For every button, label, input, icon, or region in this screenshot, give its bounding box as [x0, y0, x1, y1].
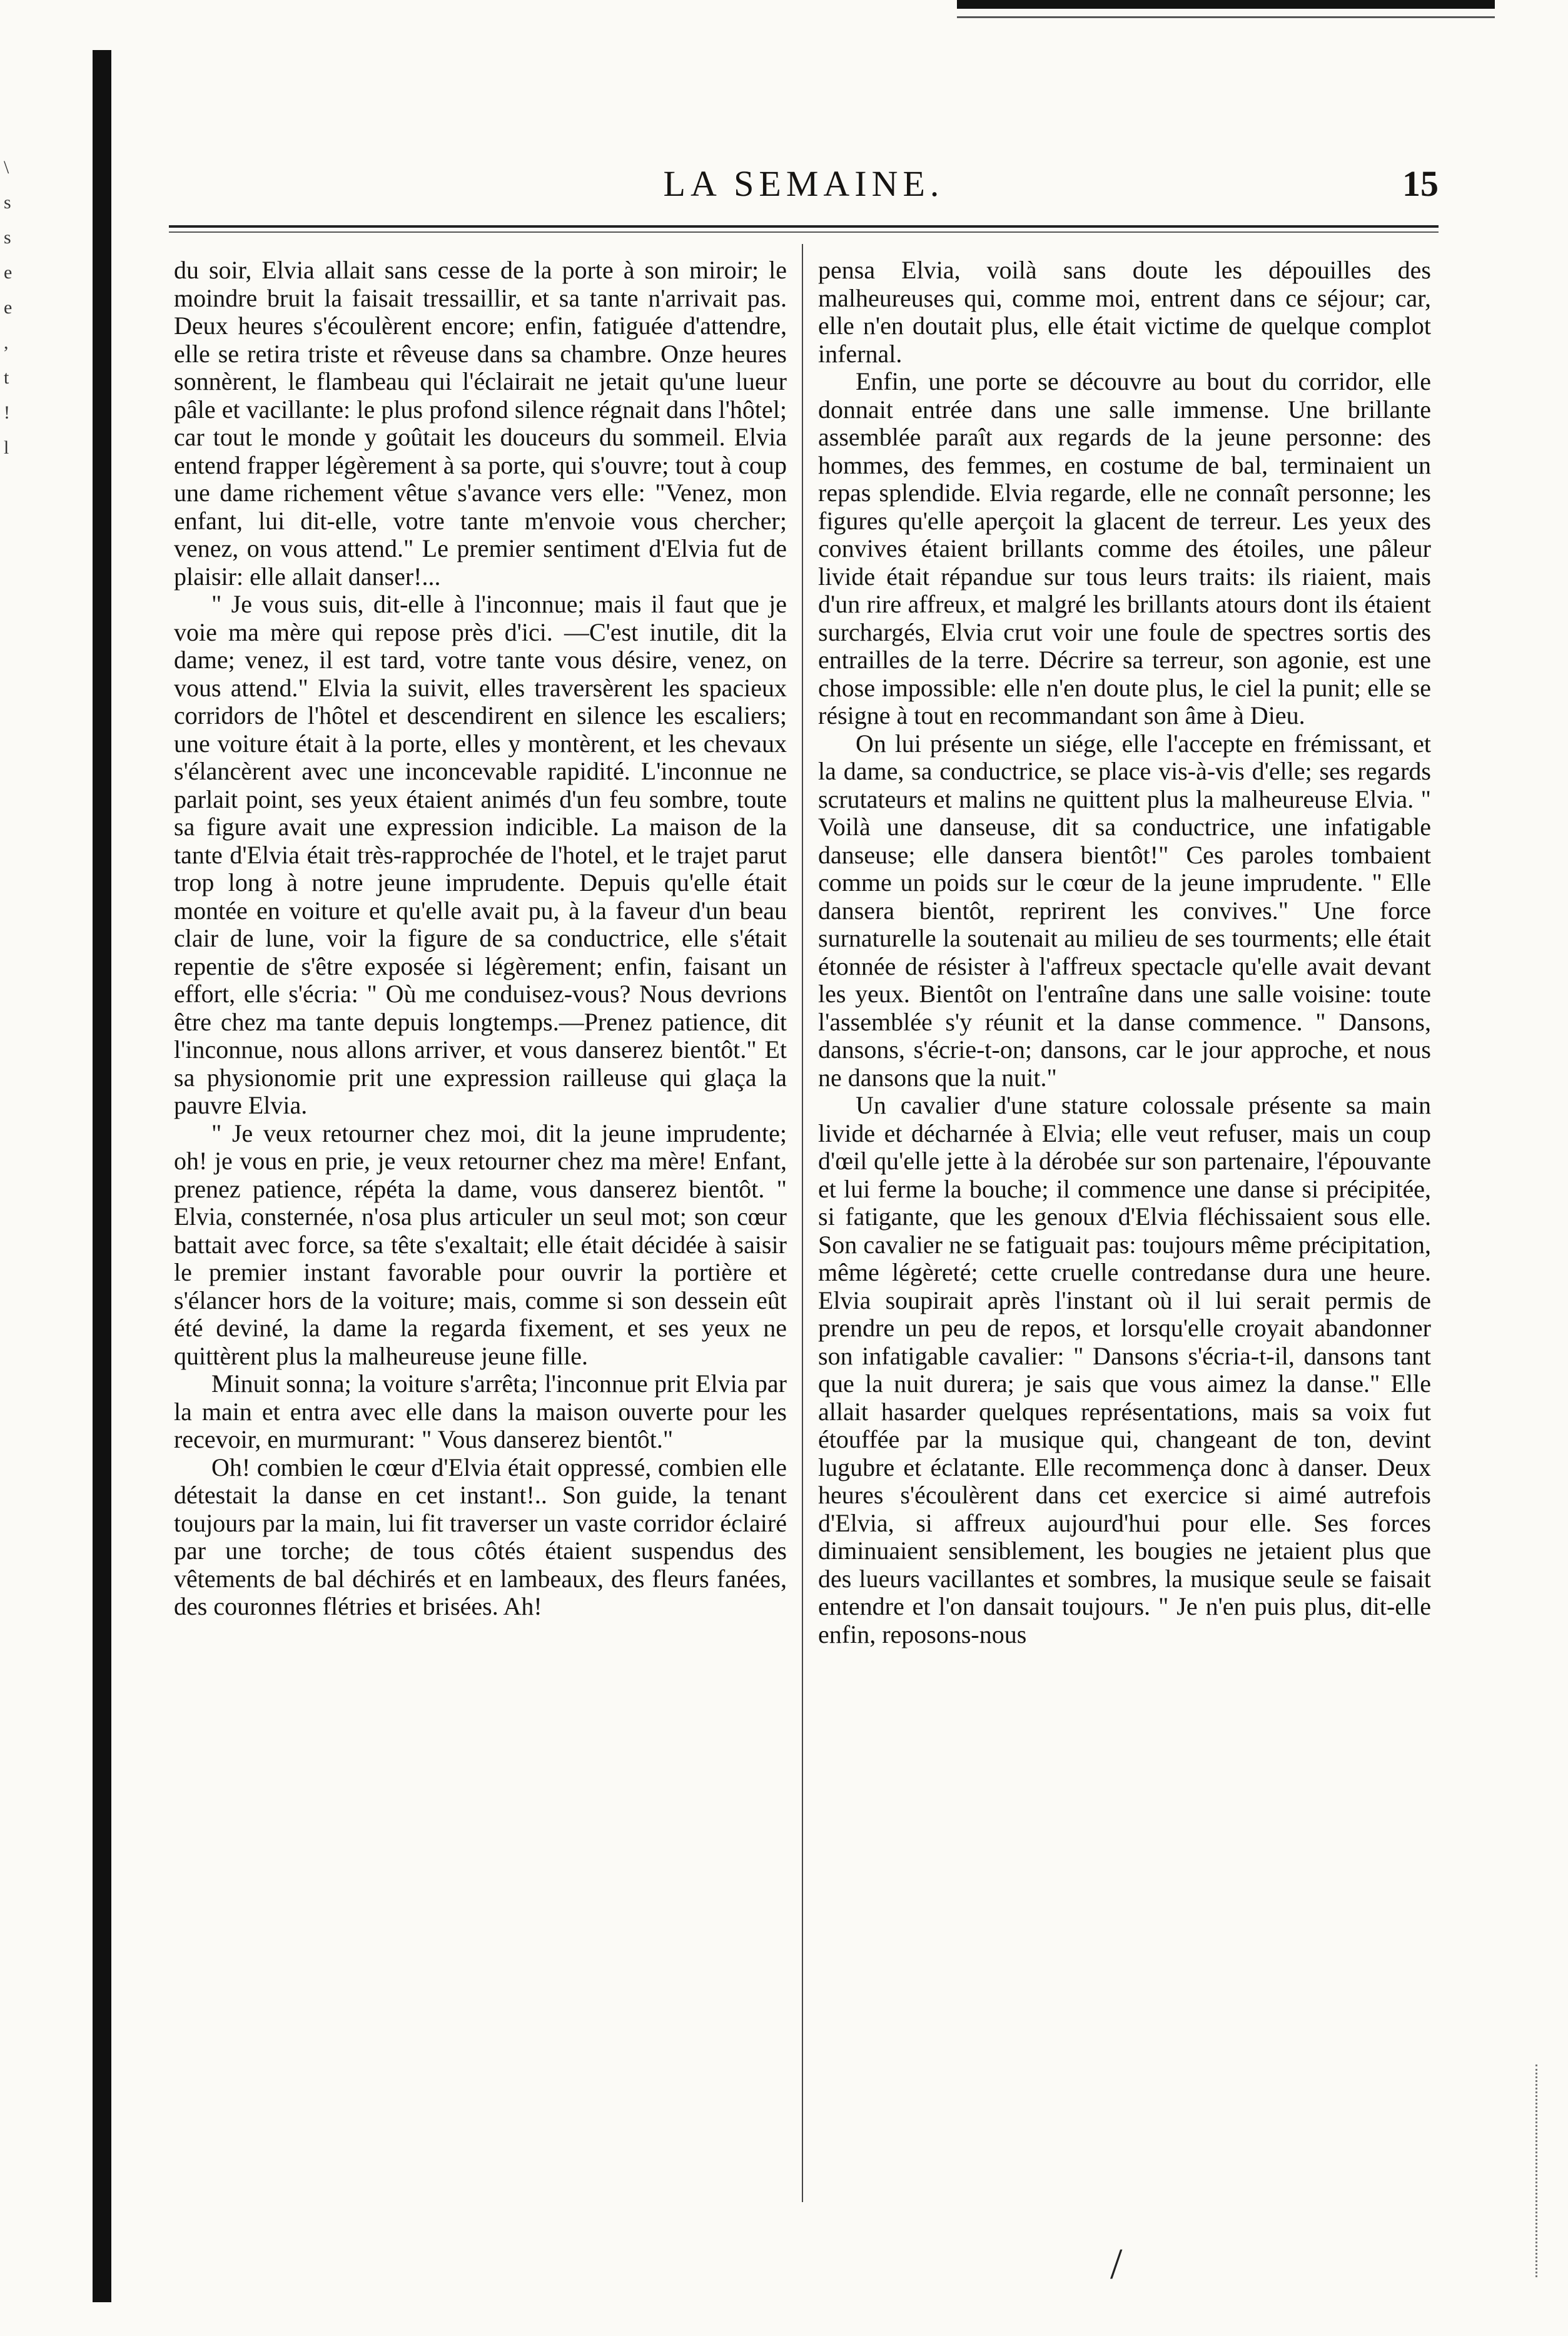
margin-glyph: s [4, 192, 11, 213]
paragraph: Minuit sonna; la voiture s'arrêta; l'inconnue prit Elvia par la main et entra avec elle dans la maison ouverte pour les recevoir, en murmurant: " Vous danserez bientôt." [174, 1369, 787, 1453]
running-header [169, 163, 1439, 213]
paragraph: Un cavalier d'une stature colossale présente sa main livide et décharnée à Elvia; elle veut refuser, mais un coup d'œil qu'elle jette à la dérobée sur son partenaire, l'épouvante et lui ferme la bouche; il commence une danse si précipitée, si fatigante, que les genoux d'Elvia fléchissaient sous elle. Son cavalier ne se fatiguait pas: toujours même précipitation, même légèreté; cette cruelle contredanse dura une heure. Elvia soupirait après l'instant où il lui serait permis de prendre un peu de repos, et lorsqu'elle croyait abandonner son infatigable cavalier: " Dansons s'écria-t-il, dansons tant que la nuit durera; je sais que vous aimez la danse." Elle allait hasarder quelques représentations, mais sa voix fut étouffée par la musique qui, changeant de ton, devint lugubre et éclatante. Elle recommença donc à danser. Deux heures s'écoulèrent dans cet exercice si aimé autrefois d'Elvia, si affreux aujourd'hui pour elle. Ses forces diminuaient sensiblement, les bougies ne jetaient plus que des lueurs vacillantes et sombres, la musique seule se faisait entendre et l'on dansait toujours. " Je n'en puis plus, dit-elle enfin, reposons-nous [818, 1091, 1431, 1648]
paragraph: On lui présente un siége, elle l'accepte en frémissant, et la dame, sa conductrice, se place vis-à-vis d'elle; ses regards scrutateurs et malins ne quittent plus la malheureuse Elvia. " Voilà une danseuse, dit sa conductrice, une infatigable danseuse; elle dansera bientôt!" Ces paroles tombaient comme un poids sur le cœur de la jeune imprudente. " Elle dansera bientôt, reprirent les convives." Une force surnaturelle la soutenait au milieu de ses tourments; elle était étonnée de résister à l'affreux spectacle qu'elle avait devant les yeux. Bientôt on l'entraîne dans une salle voisine: toute l'assemblée s'y réunit et la danse commence. " Dansons, dansons, s'écrie-t-on; dansons, car le jour approche, et nous ne dansons que la nuit." [818, 729, 1431, 1092]
margin-glyph: ! [4, 402, 10, 423]
margin-glyph: e [4, 262, 13, 283]
margin-glyph: \ [4, 157, 9, 178]
page-number: 15 [1402, 163, 1439, 204]
margin-glyph: e [4, 297, 13, 318]
paragraph: " Je vous suis, dit-elle à l'inconnue; mais il faut que je voie ma mère qui repose près d'ici. —C'est inutile, dit la dame; venez, il est tard, votre tante vous désire, venez, on vous attend." Elvia la suivit, elles traversèrent les spacieux corridors de l'hôtel et descendirent en silence les escaliers; une voiture était à la porte, elles y montèrent, et les chevaux s'élancèrent avec une inconcevable rapidité. L'inconnue ne parlait point, ses yeux étaient animés d'un feu sombre, toute sa figure avait une expression indicible. La maison de la tante d'Elvia était très-rapprochée de l'hotel, et le trajet parut trop long à notre jeune imprudente. Depuis qu'elle était montée en voiture et qu'elle avait pu, à la faveur d'un beau clair de lune, voir la figure de sa conductrice, elle s'était repentie de s'être exposée si légèrement; enfin, faisant un effort, elle s'écria: " Où me conduisez-vous? Nous devrions être chez ma tante depuis longtemps.—Prenez patience, dit l'inconnue, nous allons arriver, et vous danserez bientôt." Et sa physionomie prit une expression railleuse qui glaça la pauvre Elvia. [174, 590, 787, 1119]
top-thin-rule [957, 16, 1495, 18]
left-column [174, 256, 787, 1621]
top-border-rule [957, 0, 1495, 9]
paragraph: " Je veux retourner chez moi, dit la jeune imprudente; oh! je vous en prie, je veux retourner chez ma mère! Enfant, prenez patience, répéta la dame, vous danserez bientôt. " Elvia, consternée, n'osa plus articuler un seul mot; son cœur battait avec force, sa tête s'exaltait; elle était décidée à saisir le premier instant favorable pour ouvrir la portière et s'élancer hors de la voiture; mais, comme si son dessein eût été deviné, la dame la regarda fixement, et ses yeux ne quittèrent plus la malheureuse jeune fille. [174, 1119, 787, 1370]
publication-title: LA SEMAINE. [663, 163, 944, 204]
header-rule-thin [169, 231, 1439, 233]
paragraph: Enfin, une porte se découvre au bout du corridor, elle donnait entrée dans une salle immense. Une brillante assemblée paraît aux regards de la jeune personne: des hommes, des femmes, en costume de bal, terminaient un repas splendide. Elvia regarde, elle ne connaît personne; les figures qu'elle aperçoit la glacent de terreur. Les yeux des convives étaient brillants comme des étoiles, une pâleur livide était répandue sur tous leurs traits: ils riaient, mais d'un rire affreux, et malgré les brillants atours dont ils étaient surchargés, Elvia crut voir une foule de spectres sortis des entrailles de la terre. Décrire sa terreur, son agonie, est une chose impossible: elle n'en doute plus, le ciel la punit; elle se résigne à tout en recommandant son âme à Dieu. [818, 367, 1431, 729]
paragraph: Oh! combien le cœur d'Elvia était oppressé, combien elle détestait la danse en cet instant!.. Son guide, la tenant toujours par la main, lui fit traverser un vaste corridor éclairé par une torche; de tous côtés étaient suspendus des vêtements de bal déchirés et en lambeaux, des fleurs fanées, des couronnes flétries et brisées. Ah! [174, 1453, 787, 1620]
header-rule [169, 225, 1439, 228]
page-edge-speckle [1535, 2064, 1541, 2277]
margin-glyph: , [4, 332, 9, 353]
paragraph: pensa Elvia, voilà sans doute les dépouilles des malheureuses qui, comme moi, entrent dans ce séjour; car, elle n'en doutait plus, elle était victime de quelque complot infernal. [818, 256, 1431, 368]
paragraph: du soir, Elvia allait sans cesse de la porte à son miroir; le moindre bruit la faisait tressaillir, et sa tante n'arrivait pas. Deux heures s'écoulèrent encore; enfin, fatiguée d'attendre, elle se retira triste et rêveuse dans sa chambre. Onze heures sonnèrent, le flambeau qui l'éclairait ne jetait qu'une lueur pâle et vacillante: le plus profond silence régnait dans l'hôtel; car tout le monde y goûtait les douceurs du sommeil. Elvia entend frapper légèrement à sa porte, qui s'ouvre; tout à coup une dame richement vêtue s'avance vers elle: "Venez, mon enfant, lui dit-elle, votre tante m'envoie vous chercher; venez, on vous attend." Le premier sentiment d'Elvia fut de plaisir: elle allait danser!... [174, 256, 787, 591]
ink-stroke-mark: / [1110, 2240, 1123, 2288]
margin-glyph: s [4, 227, 11, 248]
left-margin-cut-text [4, 150, 29, 465]
margin-glyph: t [4, 367, 9, 388]
margin-glyph: l [4, 437, 9, 458]
right-column [818, 256, 1431, 1648]
binding-spine [93, 50, 111, 2302]
column-divider [802, 244, 803, 2202]
